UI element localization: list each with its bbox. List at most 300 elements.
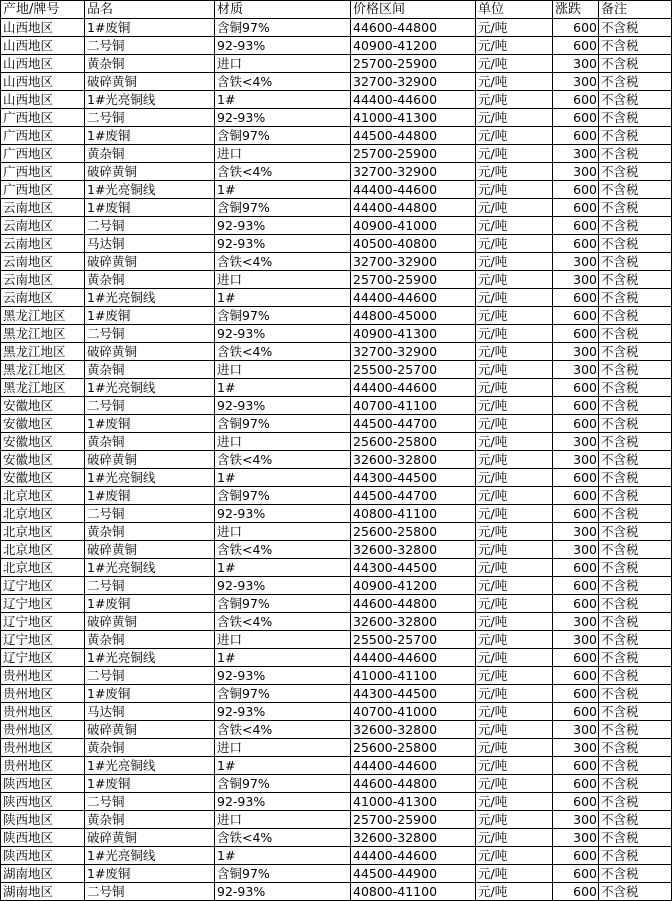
table-row [1, 793, 672, 811]
cell-price-range: 44300-44500 [351, 685, 476, 703]
cell-material: 进口 [215, 433, 351, 451]
cell-product: 黄杂铜 [85, 271, 215, 289]
cell-origin: 黑龙江地区 [1, 343, 85, 361]
cell-remark: 不含税 [599, 37, 672, 55]
cell-origin: 云南地区 [1, 271, 85, 289]
cell-unit: 元/吨 [476, 451, 553, 469]
header-row [1, 1, 672, 19]
cell-material: 92-93% [215, 793, 351, 811]
cell-remark: 不含税 [599, 739, 672, 757]
cell-origin: 云南地区 [1, 217, 85, 235]
cell-price-range: 44500-44800 [351, 127, 476, 145]
cell-product: 破碎黄铜 [85, 253, 215, 271]
table-row [1, 703, 672, 721]
cell-change: 600 [553, 19, 599, 37]
table-row [1, 325, 672, 343]
cell-price-range: 25700-25900 [351, 55, 476, 73]
cell-change: 300 [553, 343, 599, 361]
table-row [1, 343, 672, 361]
cell-price-range: 41000-41100 [351, 667, 476, 685]
cell-origin: 贵州地区 [1, 685, 85, 703]
cell-material: 含铁<4% [215, 721, 351, 739]
table-row [1, 91, 672, 109]
cell-material: 92-93% [215, 325, 351, 343]
table-row [1, 559, 672, 577]
cell-product: 1#废铜 [85, 199, 215, 217]
cell-change: 600 [553, 325, 599, 343]
table-row [1, 271, 672, 289]
cell-remark: 不含税 [599, 73, 672, 91]
cell-product: 二号铜 [85, 505, 215, 523]
cell-price-range: 40900-41300 [351, 325, 476, 343]
cell-product: 1#光亮铜线 [85, 757, 215, 775]
cell-unit: 元/吨 [476, 811, 553, 829]
cell-origin: 陕西地区 [1, 847, 85, 865]
cell-remark: 不含税 [599, 253, 672, 271]
cell-origin: 广西地区 [1, 181, 85, 199]
cell-remark: 不含税 [599, 451, 672, 469]
cell-change: 300 [553, 811, 599, 829]
cell-material: 进口 [215, 739, 351, 757]
cell-material: 含铁<4% [215, 73, 351, 91]
cell-product: 黄杂铜 [85, 433, 215, 451]
cell-remark: 不含税 [599, 55, 672, 73]
cell-remark: 不含税 [599, 217, 672, 235]
cell-product: 二号铜 [85, 667, 215, 685]
cell-product: 二号铜 [85, 37, 215, 55]
cell-material: 92-93% [215, 235, 351, 253]
cell-material: 含铁<4% [215, 253, 351, 271]
cell-product: 1#废铜 [85, 685, 215, 703]
cell-price-range: 44300-44500 [351, 559, 476, 577]
cell-price-range: 25600-25800 [351, 739, 476, 757]
cell-price-range: 32600-32800 [351, 451, 476, 469]
cell-unit: 元/吨 [476, 199, 553, 217]
cell-change: 600 [553, 649, 599, 667]
cell-price-range: 44600-44800 [351, 595, 476, 613]
cell-remark: 不含税 [599, 379, 672, 397]
cell-unit: 元/吨 [476, 307, 553, 325]
cell-change: 600 [553, 793, 599, 811]
cell-unit: 元/吨 [476, 415, 553, 433]
table-row [1, 235, 672, 253]
cell-remark: 不含税 [599, 433, 672, 451]
table-row [1, 19, 672, 37]
cell-origin: 北京地区 [1, 505, 85, 523]
cell-remark: 不含税 [599, 145, 672, 163]
cell-origin: 陕西地区 [1, 829, 85, 847]
cell-product: 1#光亮铜线 [85, 559, 215, 577]
cell-product: 二号铜 [85, 397, 215, 415]
cell-material: 进口 [215, 271, 351, 289]
cell-unit: 元/吨 [476, 19, 553, 37]
cell-material: 1# [215, 469, 351, 487]
cell-remark: 不含税 [599, 307, 672, 325]
cell-remark: 不含税 [599, 667, 672, 685]
cell-material: 含铁<4% [215, 829, 351, 847]
cell-change: 300 [553, 163, 599, 181]
table-row [1, 145, 672, 163]
table-row [1, 433, 672, 451]
cell-origin: 广西地区 [1, 109, 85, 127]
cell-origin: 辽宁地区 [1, 649, 85, 667]
cell-remark: 不含税 [599, 19, 672, 37]
cell-change: 300 [553, 73, 599, 91]
cell-origin: 山西地区 [1, 19, 85, 37]
cell-change: 600 [553, 883, 599, 901]
table-row [1, 631, 672, 649]
cell-unit: 元/吨 [476, 667, 553, 685]
cell-product: 二号铜 [85, 793, 215, 811]
cell-material: 92-93% [215, 397, 351, 415]
cell-product: 破碎黄铜 [85, 613, 215, 631]
cell-product: 二号铜 [85, 217, 215, 235]
cell-unit: 元/吨 [476, 163, 553, 181]
cell-change: 600 [553, 487, 599, 505]
cell-product: 破碎黄铜 [85, 721, 215, 739]
cell-change: 600 [553, 289, 599, 307]
cell-remark: 不含税 [599, 271, 672, 289]
cell-change: 300 [553, 613, 599, 631]
cell-material: 含铁<4% [215, 613, 351, 631]
cell-product: 1#废铜 [85, 595, 215, 613]
cell-origin: 安徽地区 [1, 451, 85, 469]
cell-product: 1#废铜 [85, 127, 215, 145]
cell-material: 92-93% [215, 505, 351, 523]
cell-remark: 不含税 [599, 559, 672, 577]
cell-unit: 元/吨 [476, 145, 553, 163]
cell-change: 300 [553, 361, 599, 379]
cell-remark: 不含税 [599, 127, 672, 145]
cell-remark: 不含税 [599, 811, 672, 829]
table-row [1, 775, 672, 793]
header-change: 涨跌 [553, 1, 599, 19]
cell-unit: 元/吨 [476, 55, 553, 73]
cell-unit: 元/吨 [476, 289, 553, 307]
cell-price-range: 40800-41100 [351, 505, 476, 523]
table-row [1, 667, 672, 685]
cell-remark: 不含税 [599, 847, 672, 865]
table-row [1, 523, 672, 541]
cell-material: 含铜97% [215, 685, 351, 703]
cell-remark: 不含税 [599, 235, 672, 253]
cell-origin: 云南地区 [1, 253, 85, 271]
cell-price-range: 40800-41100 [351, 883, 476, 901]
cell-material: 1# [215, 559, 351, 577]
cell-unit: 元/吨 [476, 127, 553, 145]
cell-change: 600 [553, 847, 599, 865]
cell-change: 600 [553, 505, 599, 523]
table-row [1, 361, 672, 379]
cell-unit: 元/吨 [476, 685, 553, 703]
cell-product: 破碎黄铜 [85, 343, 215, 361]
cell-origin: 黑龙江地区 [1, 379, 85, 397]
table-row [1, 73, 672, 91]
cell-product: 黄杂铜 [85, 145, 215, 163]
cell-unit: 元/吨 [476, 109, 553, 127]
cell-change: 300 [553, 451, 599, 469]
cell-change: 600 [553, 775, 599, 793]
cell-remark: 不含税 [599, 469, 672, 487]
cell-price-range: 44400-44600 [351, 91, 476, 109]
cell-origin: 黑龙江地区 [1, 325, 85, 343]
cell-change: 600 [553, 577, 599, 595]
cell-material: 含铜97% [215, 127, 351, 145]
table-row [1, 883, 672, 901]
cell-price-range: 40700-41000 [351, 703, 476, 721]
cell-material: 1# [215, 847, 351, 865]
cell-price-range: 40900-41200 [351, 37, 476, 55]
cell-product: 1#光亮铜线 [85, 649, 215, 667]
cell-price-range: 44400-44600 [351, 289, 476, 307]
cell-origin: 安徽地区 [1, 469, 85, 487]
table-row [1, 811, 672, 829]
cell-product: 二号铜 [85, 577, 215, 595]
cell-material: 含铁<4% [215, 163, 351, 181]
cell-unit: 元/吨 [476, 541, 553, 559]
table-row [1, 37, 672, 55]
cell-unit: 元/吨 [476, 469, 553, 487]
cell-remark: 不含税 [599, 181, 672, 199]
table-row [1, 109, 672, 127]
cell-remark: 不含税 [599, 397, 672, 415]
cell-material: 进口 [215, 523, 351, 541]
cell-material: 92-93% [215, 109, 351, 127]
cell-change: 600 [553, 685, 599, 703]
cell-change: 600 [553, 757, 599, 775]
header-origin: 产地/牌号 [1, 1, 85, 19]
cell-unit: 元/吨 [476, 235, 553, 253]
cell-remark: 不含税 [599, 343, 672, 361]
cell-origin: 贵州地区 [1, 721, 85, 739]
cell-product: 破碎黄铜 [85, 829, 215, 847]
cell-unit: 元/吨 [476, 343, 553, 361]
cell-remark: 不含税 [599, 793, 672, 811]
cell-price-range: 25500-25700 [351, 631, 476, 649]
header-unit: 单位 [476, 1, 553, 19]
cell-price-range: 40900-41000 [351, 217, 476, 235]
cell-price-range: 41000-41300 [351, 109, 476, 127]
cell-price-range: 44400-44600 [351, 847, 476, 865]
cell-change: 300 [553, 433, 599, 451]
cell-origin: 辽宁地区 [1, 631, 85, 649]
cell-origin: 广西地区 [1, 163, 85, 181]
cell-remark: 不含税 [599, 757, 672, 775]
cell-product: 黄杂铜 [85, 55, 215, 73]
header-price-range: 价格区间 [351, 1, 476, 19]
cell-change: 600 [553, 307, 599, 325]
cell-unit: 元/吨 [476, 649, 553, 667]
cell-origin: 辽宁地区 [1, 577, 85, 595]
cell-price-range: 44500-44700 [351, 487, 476, 505]
table-row [1, 541, 672, 559]
cell-material: 92-93% [215, 667, 351, 685]
cell-origin: 广西地区 [1, 127, 85, 145]
cell-product: 黄杂铜 [85, 523, 215, 541]
cell-material: 92-93% [215, 883, 351, 901]
cell-price-range: 44600-44800 [351, 19, 476, 37]
cell-remark: 不含税 [599, 685, 672, 703]
cell-price-range: 44500-44700 [351, 415, 476, 433]
cell-unit: 元/吨 [476, 217, 553, 235]
cell-unit: 元/吨 [476, 847, 553, 865]
cell-origin: 贵州地区 [1, 757, 85, 775]
cell-price-range: 44400-44600 [351, 757, 476, 775]
cell-product: 二号铜 [85, 325, 215, 343]
cell-change: 300 [553, 253, 599, 271]
cell-change: 600 [553, 91, 599, 109]
table-row [1, 181, 672, 199]
cell-change: 300 [553, 271, 599, 289]
header-remark: 备注 [599, 1, 672, 19]
cell-price-range: 32700-32900 [351, 253, 476, 271]
cell-material: 含铜97% [215, 199, 351, 217]
cell-material: 92-93% [215, 577, 351, 595]
cell-material: 进口 [215, 361, 351, 379]
cell-unit: 元/吨 [476, 361, 553, 379]
cell-price-range: 44400-44800 [351, 199, 476, 217]
cell-change: 600 [553, 181, 599, 199]
cell-product: 1#废铜 [85, 415, 215, 433]
cell-change: 300 [553, 523, 599, 541]
cell-origin: 陕西地区 [1, 775, 85, 793]
cell-product: 1#光亮铜线 [85, 91, 215, 109]
table-body [1, 19, 672, 901]
cell-price-range: 32600-32800 [351, 829, 476, 847]
cell-origin: 山西地区 [1, 91, 85, 109]
cell-product: 破碎黄铜 [85, 541, 215, 559]
cell-change: 600 [553, 595, 599, 613]
cell-origin: 云南地区 [1, 289, 85, 307]
cell-remark: 不含税 [599, 109, 672, 127]
cell-origin: 陕西地区 [1, 793, 85, 811]
table-row [1, 829, 672, 847]
cell-change: 600 [553, 559, 599, 577]
cell-remark: 不含税 [599, 775, 672, 793]
table-row [1, 721, 672, 739]
cell-unit: 元/吨 [476, 757, 553, 775]
cell-unit: 元/吨 [476, 271, 553, 289]
cell-material: 含铜97% [215, 595, 351, 613]
cell-unit: 元/吨 [476, 433, 553, 451]
cell-change: 600 [553, 379, 599, 397]
cell-unit: 元/吨 [476, 181, 553, 199]
cell-product: 1#废铜 [85, 865, 215, 883]
cell-material: 1# [215, 649, 351, 667]
cell-price-range: 44400-44600 [351, 181, 476, 199]
cell-unit: 元/吨 [476, 559, 553, 577]
table-row [1, 865, 672, 883]
cell-price-range: 44500-44900 [351, 865, 476, 883]
cell-origin: 云南地区 [1, 235, 85, 253]
cell-change: 300 [553, 829, 599, 847]
cell-change: 600 [553, 199, 599, 217]
cell-price-range: 32700-32900 [351, 163, 476, 181]
cell-change: 600 [553, 397, 599, 415]
cell-product: 1#废铜 [85, 19, 215, 37]
cell-unit: 元/吨 [476, 829, 553, 847]
cell-material: 1# [215, 289, 351, 307]
cell-unit: 元/吨 [476, 379, 553, 397]
cell-remark: 不含税 [599, 883, 672, 901]
cell-unit: 元/吨 [476, 37, 553, 55]
cell-origin: 北京地区 [1, 541, 85, 559]
cell-material: 进口 [215, 145, 351, 163]
cell-unit: 元/吨 [476, 595, 553, 613]
cell-unit: 元/吨 [476, 487, 553, 505]
cell-origin: 辽宁地区 [1, 595, 85, 613]
cell-price-range: 40500-40800 [351, 235, 476, 253]
cell-change: 600 [553, 469, 599, 487]
cell-unit: 元/吨 [476, 793, 553, 811]
cell-product: 1#光亮铜线 [85, 469, 215, 487]
cell-origin: 广西地区 [1, 145, 85, 163]
cell-price-range: 44800-45000 [351, 307, 476, 325]
cell-change: 600 [553, 235, 599, 253]
cell-remark: 不含税 [599, 595, 672, 613]
cell-origin: 湖南地区 [1, 883, 85, 901]
cell-product: 马达铜 [85, 235, 215, 253]
cell-unit: 元/吨 [476, 739, 553, 757]
cell-change: 300 [553, 721, 599, 739]
cell-product: 1#废铜 [85, 307, 215, 325]
cell-material: 含铜97% [215, 487, 351, 505]
cell-change: 600 [553, 667, 599, 685]
cell-origin: 辽宁地区 [1, 613, 85, 631]
cell-origin: 贵州地区 [1, 703, 85, 721]
table-row [1, 757, 672, 775]
cell-remark: 不含税 [599, 505, 672, 523]
cell-remark: 不含税 [599, 91, 672, 109]
cell-remark: 不含税 [599, 541, 672, 559]
cell-remark: 不含税 [599, 703, 672, 721]
cell-material: 92-93% [215, 217, 351, 235]
cell-product: 破碎黄铜 [85, 73, 215, 91]
cell-price-range: 25700-25900 [351, 811, 476, 829]
cell-change: 600 [553, 127, 599, 145]
cell-change: 300 [553, 739, 599, 757]
table-row [1, 415, 672, 433]
cell-origin: 湖南地区 [1, 865, 85, 883]
cell-price-range: 41000-41300 [351, 793, 476, 811]
table-row [1, 397, 672, 415]
cell-remark: 不含税 [599, 523, 672, 541]
cell-origin: 陕西地区 [1, 811, 85, 829]
cell-unit: 元/吨 [476, 703, 553, 721]
cell-price-range: 32600-32800 [351, 541, 476, 559]
table-row [1, 487, 672, 505]
table-row [1, 127, 672, 145]
cell-remark: 不含税 [599, 163, 672, 181]
cell-change: 600 [553, 703, 599, 721]
cell-product: 1#废铜 [85, 487, 215, 505]
cell-material: 含铜97% [215, 775, 351, 793]
cell-change: 300 [553, 145, 599, 163]
cell-price-range: 32700-32900 [351, 343, 476, 361]
cell-material: 含铁<4% [215, 451, 351, 469]
cell-origin: 山西地区 [1, 37, 85, 55]
cell-material: 进口 [215, 631, 351, 649]
cell-material: 含铁<4% [215, 343, 351, 361]
cell-origin: 北京地区 [1, 487, 85, 505]
cell-remark: 不含税 [599, 649, 672, 667]
cell-product: 黄杂铜 [85, 361, 215, 379]
table-row [1, 451, 672, 469]
cell-material: 1# [215, 757, 351, 775]
table-row [1, 847, 672, 865]
cell-price-range: 25600-25800 [351, 433, 476, 451]
cell-origin: 山西地区 [1, 73, 85, 91]
